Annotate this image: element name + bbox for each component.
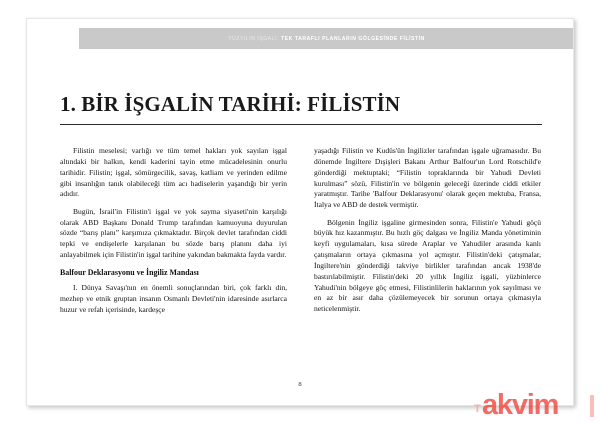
left-column xyxy=(60,146,287,368)
running-header xyxy=(79,28,574,49)
chapter-title-block xyxy=(60,93,542,125)
running-header-text xyxy=(228,36,425,42)
body-columns xyxy=(60,146,542,368)
paragraph: Bölgenin İngiliz işgaline girmesinden sonra, Filistin'e Yahudi göçü büyük hız kazanmıştır. Bu hızlı göç dalgası ve İngiliz Manda yönetiminin keyfi uygulamaları, kısa sürede Araplar ve Yahudiler arasında kanlı çatışmaların ortaya çıkmasına yol açmıştır. Filistin'deki çatışmalar, İngiltere'nin gönderdiği takviye birlikler tarafından ancak 1938'de bastırılabilmiştir. Filistin'deki 20 yıllık İngiliz işgali, yüzbinlerce Yahudi'nin bölgeye göç etmesi, Filistinlilerin haklarının yok sayılması ve en az bir asır daha çözülemeyecek bir sorunun ortaya çıkmasıyla neticelenmiştir. xyxy=(314,217,541,314)
running-header-title: TEK TARAFLI PLANLARIN GÖLGESİNDE FİLİSTİN xyxy=(281,35,425,42)
watermark-mark: T xyxy=(474,403,481,415)
running-header-prefix: YÜZYILIN İŞGALİ: xyxy=(228,35,280,42)
right-column xyxy=(314,146,541,368)
paragraph: I. Dünya Savaşı'nın en önemli sonuçlarından biri, çok farklı din, mezhep ve etnik gruptan insanın Osmanlı Devleti'nin idaresinde asırlarca huzur ve refah içerisinde, kardeşçe xyxy=(60,283,287,315)
watermark-bar xyxy=(590,395,594,417)
page-title: 1. BİR İŞGALİN TARİHİ: FİLİSTİN xyxy=(60,92,401,116)
paragraph: Bugün, İsrail'in Filistin'i işgal ve yok sayma siyaseti'nin karşılığı olarak ABD Başkanı Donald Trump tarafından kamuoyuna duyurulan sözde “barış planı” karşımıza çıkmaktadır. Birçok devlet tarafından ciddi tepki ve endişelerle karşılanan bu sözde barış planını daha iyi anlayabilmek için Filistin'in işgal tarihine yakından bakmakta fayda vardır. xyxy=(60,206,287,260)
paragraph: Filistin meselesi; varlığı ve tüm temel hakları yok sayılan işgal altındaki bir halkın, kendi kaderini tayin etme mücadelesinin onurlu tarihidir. Filistin; işgal, sömürgecilik, savaş, katliam ve yerinden edilme gibi insanlığın tanık olabileceği tüm acı hadiselerin yaşandığı bir yerin adıdır. xyxy=(60,146,287,199)
page-number: 8 xyxy=(298,381,302,388)
document-page xyxy=(26,18,574,406)
section-subheading: Balfour Deklarasyonu ve İngiliz Mandası xyxy=(60,268,199,278)
watermark-brand: akvim xyxy=(482,389,559,421)
title-divider xyxy=(60,124,542,125)
paragraph: yaşadığı Filistin ve Kudüs'ün İngilizler tarafından işgale uğramasıdır. Bu dönemde İngiltere Dışişleri Bakanı Arthur Balfour'un Lord Rotschild'e gönderdiği mektuptaki; “Filistin topraklarında bir Yahudi Devleti kurulması” sözü, Filistin'in ve bölgenin geleceği üzerinde ciddi etkiler yaratmıştır. Tarihe 'Balfour Deklarasyonu' olarak geçen mektuba, Fransa, İtalya ve ABD de destek vermiştir. xyxy=(314,146,541,210)
